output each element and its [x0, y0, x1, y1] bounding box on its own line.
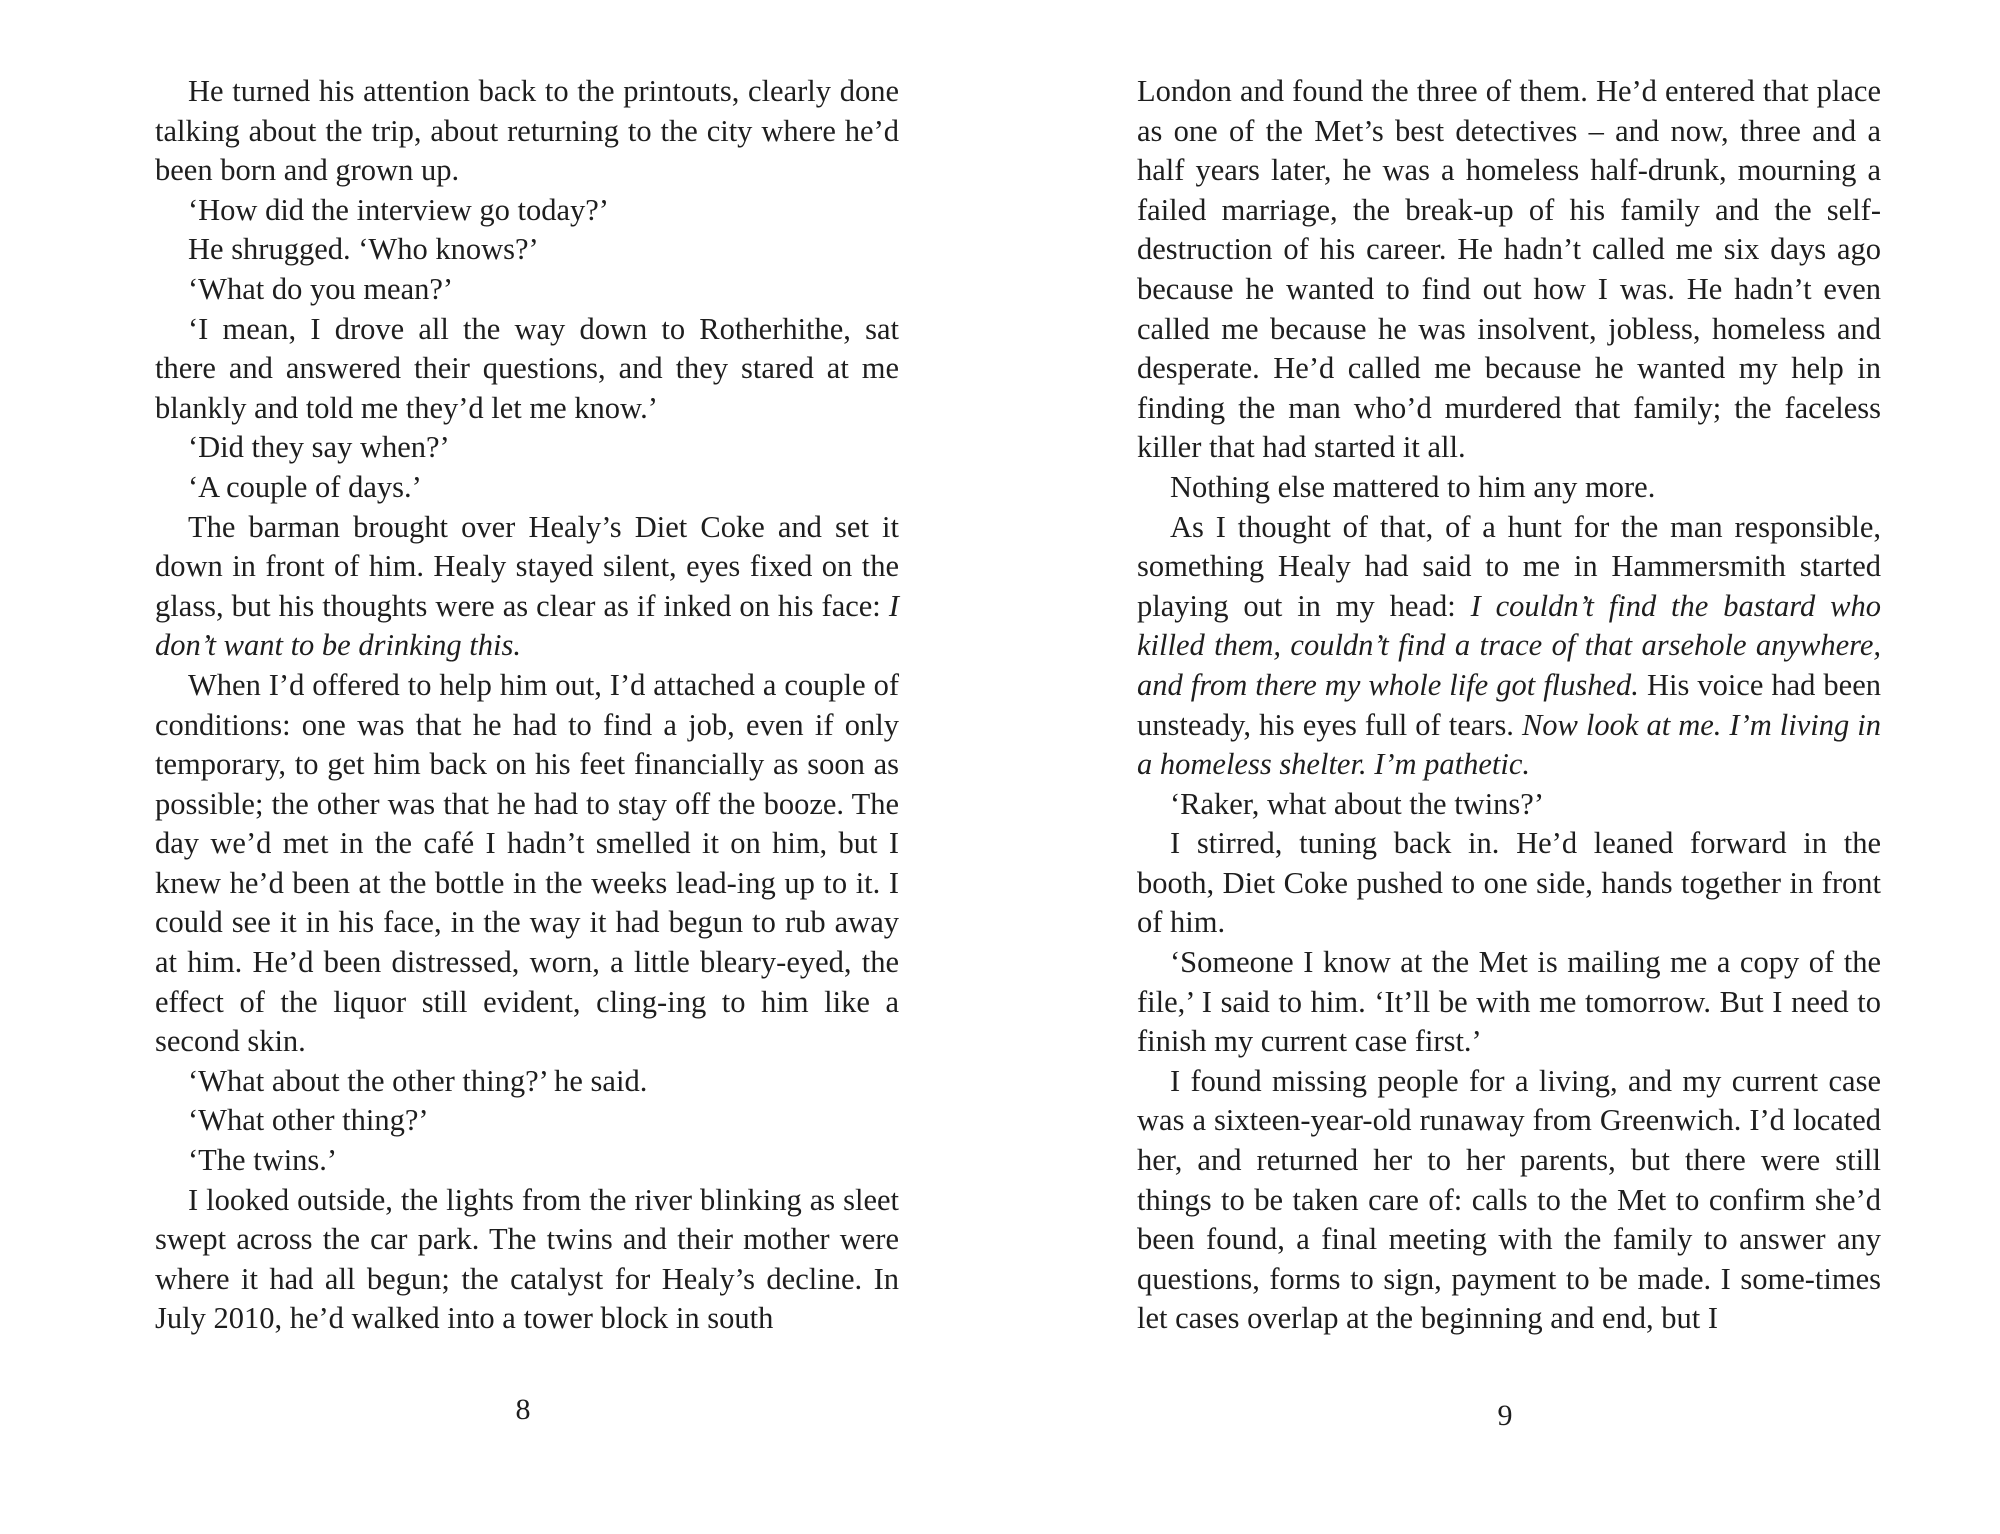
text-run: London and found the three of them. He’d entered that place as one of the Met’s best detectives – and now, three and a half years later, he was a homeless half-drunk, mourning a failed marriage, the break-up of his family and the self-destruction of his career. He hadn’t called me six days ago because he wanted to find out how I was. He hadn’t even called me because he was insolvent, jobless, homeless and desperate. He’d called me because he wanted my help in finding the man who’d murdered that family; the faceless killer that had started it all. — [1137, 74, 1881, 465]
text-run: ‘What do you mean?’ — [188, 271, 454, 306]
paragraph — [1137, 508, 1881, 785]
text-run: ‘Did they say when?’ — [188, 430, 450, 465]
text-run: ‘A couple of days.’ — [188, 469, 422, 504]
right-page-number: 9 — [1497, 1399, 1513, 1432]
text-run: ‘Someone I know at the Met is mailing me a copy of the file,’ I said to him. ‘It’ll be with me tomorrow. But I need to finish my current case first.’ — [1137, 945, 1881, 1059]
paragraph — [1137, 943, 1881, 1062]
paragraph — [155, 428, 899, 468]
text-run: I looked outside, the lights from the river blinking as sleet swept across the car park. The twins and their mother were where it had all begun; the catalyst for Healy’s decline. In July 2010, he’d walked into a tower block in south — [155, 1182, 899, 1336]
text-run: ‘I mean, I drove all the way down to Rotherhithe, sat there and answered their questions, and they stared at me blankly and told me they’d let me know.’ — [155, 311, 899, 425]
right-page-text — [1137, 72, 1881, 1339]
italic-text-run: I couldn’t find the bastard who killed them, couldn’t find a trace of that arsehole anywhere, and from there my whole life got flushed. — [1137, 588, 1881, 702]
text-run: He turned his attention back to the printouts, clearly done talking about the trip, about returning to the city where he’d been born and grown up. — [155, 74, 899, 188]
text-run: I found missing people for a living, and my current case was a sixteen-year-old runaway from Greenwich. I’d located her, and returned her to her parents, but there were still things to be taken care of: calls to the Met to confirm she’d been found, a final meeting with the family to answer any questions, forms to sign, payment to be made. I some-times let cases overlap at the beginning and end, but I — [1137, 1063, 1881, 1336]
paragraph — [155, 508, 899, 666]
paragraph — [155, 230, 899, 270]
text-run: I stirred, tuning back in. He’d leaned forward in the booth, Diet Coke pushed to one side, hands together in front of him. — [1137, 826, 1881, 940]
paragraph — [155, 468, 899, 508]
text-run: When I’d offered to help him out, I’d attached a couple of conditions: one was that he had to find a job, even if only temporary, to get him back on his feet financially as soon as possible; the other was that he had to stay off the booze. The day we’d met in the café I hadn’t smelled it on him, but I knew he’d been at the bottle in the weeks lead-ing up to it. I could see it in his face, in the way it had begun to rub away at him. He’d been distressed, worn, a little bleary-eyed, the effect of the liquor still evident, cling-ing to him like a second skin. — [155, 667, 899, 1059]
paragraph — [155, 191, 899, 231]
paragraph — [155, 1181, 899, 1339]
text-run: ‘What other thing?’ — [188, 1103, 429, 1138]
paragraph — [1137, 785, 1881, 825]
paragraph — [1137, 468, 1881, 508]
right-page — [1000, 0, 2000, 1534]
italic-text-run: I don’t want to be drinking this. — [155, 588, 899, 663]
paragraph — [1137, 72, 1881, 468]
paragraph — [155, 1062, 899, 1102]
text-run: Nothing else mattered to him any more. — [1170, 469, 1656, 504]
left-page-number: 8 — [515, 1393, 531, 1426]
italic-text-run: Now look at me. I’m living in a homeless shelter. I’m pathetic. — [1137, 707, 1881, 782]
text-run: The barman brought over Healy’s Diet Coke and set it down in front of him. Healy stayed silent, eyes fixed on the glass, but his thoughts were as clear as if inked on his face: — [155, 509, 899, 623]
paragraph — [1137, 1062, 1881, 1339]
text-run: ‘Raker, what about the twins?’ — [1170, 786, 1544, 821]
left-page-text — [155, 72, 899, 1339]
paragraph — [155, 1141, 899, 1181]
text-run: ‘The twins.’ — [188, 1143, 338, 1178]
text-run: His voice had been unsteady, his eyes full of tears. — [1137, 667, 1882, 742]
paragraph — [155, 666, 899, 1062]
paragraph — [155, 310, 899, 429]
text-run: He shrugged. ‘Who knows?’ — [188, 232, 539, 267]
paragraph — [155, 1101, 899, 1141]
text-run: ‘How did the interview go today?’ — [188, 192, 609, 227]
paragraph — [155, 72, 899, 191]
paragraph — [155, 270, 899, 310]
paragraph — [1137, 824, 1881, 943]
text-run: ‘What about the other thing?’ he said. — [188, 1063, 648, 1098]
text-run: As I thought of that, of a hunt for the man responsible, something Healy had said to me in Hammersmith started playing out in my head: — [1137, 509, 1881, 623]
